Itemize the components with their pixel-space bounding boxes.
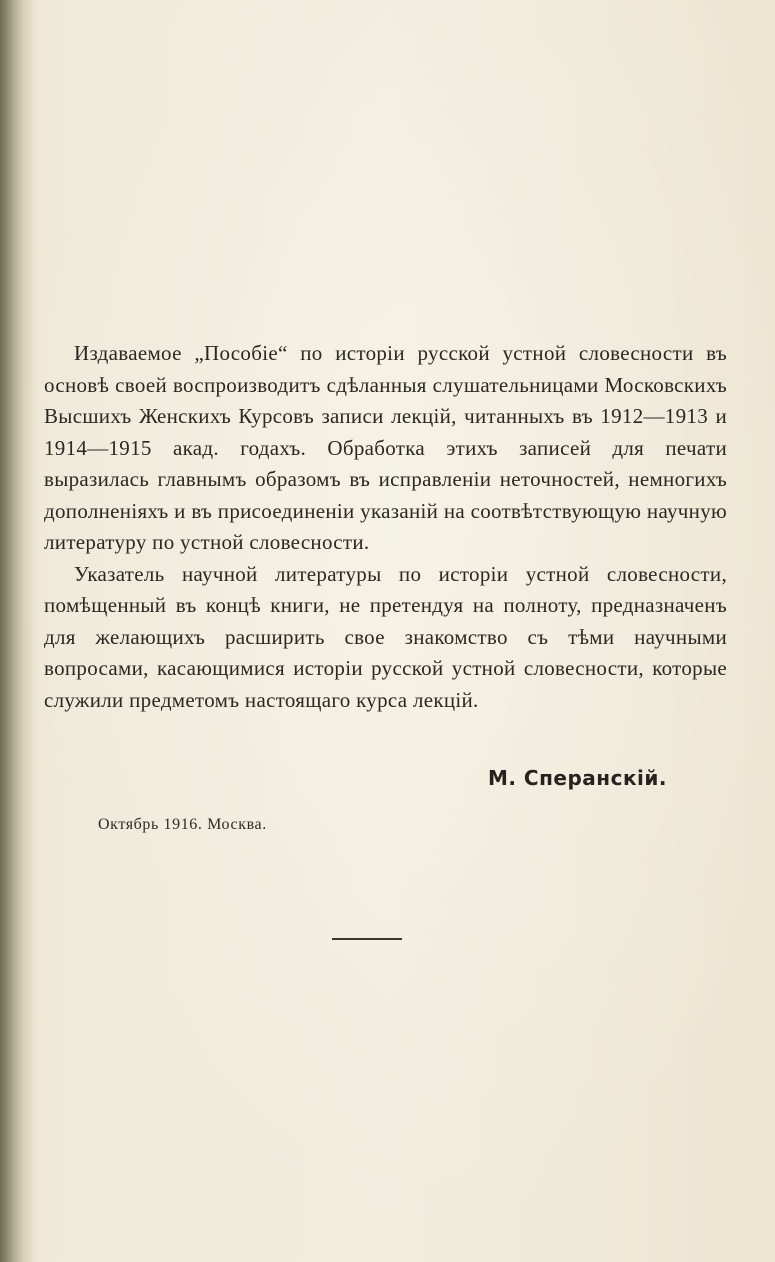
preface-text [44, 338, 727, 716]
date-and-place: Октябрь 1916. Москва. [98, 816, 267, 833]
closing-rule [332, 938, 402, 940]
preface-paragraph-2: Указатель научной литературы по исторіи устной словесности, помѣщенный въ концѣ книги, не претендуя на полноту, предназначенъ для желающихъ расширить свое знакомство съ тѣми научными вопросами, касающимися исторіи русской устной словесности, которые служили предметомъ настоящаго курса лекцій. [44, 561, 727, 712]
page-binding-edge [0, 0, 38, 1262]
preface-paragraph-1: Издаваемое „Пособіе“ по исторіи русской устной словесности въ основѣ своей воспроизводитъ сдѣланныя слушательницами Московскихъ Высшихъ Женскихъ Курсовъ записи лекцій, читанныхъ въ 1912—1913 и 1914—1915 акад. годахъ. Обработка этихъ записей для печати выразилась главнымъ образомъ въ исправленіи неточностей, немногихъ дополненіяхъ и въ присоединеніи указаній на соотвѣтствующую научную литературу по устной словесности. [44, 341, 727, 554]
author-signature: М. Сперанскій. [487, 766, 667, 790]
